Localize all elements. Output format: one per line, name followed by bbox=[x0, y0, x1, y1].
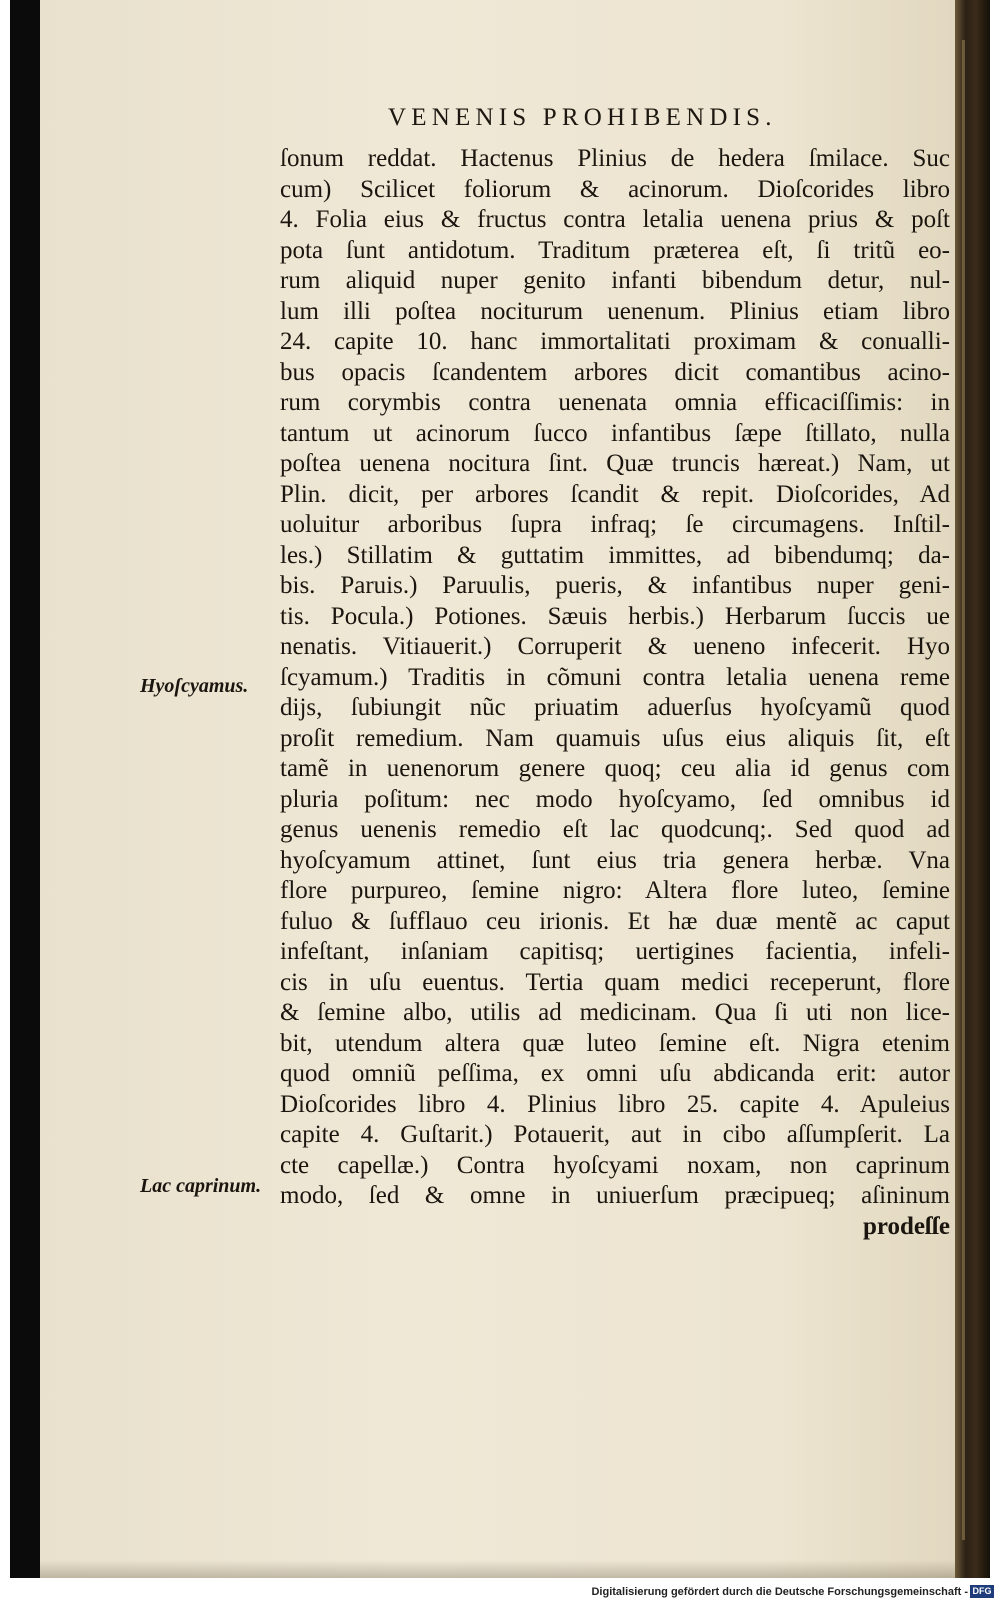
scan-left-border bbox=[10, 0, 40, 1578]
text-line: proſit remedium. Nam quamuis uſus eius aliquis ſit, eſt bbox=[280, 724, 950, 752]
text-line: genus uenenis remedio eſt lac quodcunq;. Sed quod ad bbox=[280, 816, 950, 843]
text-line: tis. Pocula.) Potiones. Sæuis herbis.) Herbarum ſuccis ue bbox=[280, 602, 950, 630]
dfg-logo: DFG bbox=[970, 1585, 994, 1598]
book-spine bbox=[955, 0, 990, 1578]
text-line: pota ſunt antidotum. Traditum præterea eſt, ſi tritũ eo- bbox=[280, 236, 950, 264]
text-line: bus opacis ſcandentem arbores dicit comantibus acino- bbox=[280, 358, 950, 386]
text-line: 24. capite 10. hanc immortalitati proximam & conualli- bbox=[280, 328, 950, 355]
text-line: rum corymbis contra uenenata omnia efficaciſſimis: in bbox=[280, 389, 950, 416]
text-line: dijs, ſubiungit nũc priuatim aduerſus hyoſcyamũ quod bbox=[280, 694, 950, 721]
running-head: VENENIS PROHIBENDIS. bbox=[388, 104, 777, 131]
text-line: pluria poſitum: nec modo hyoſcyamo, ſed omnibus id bbox=[280, 785, 950, 813]
text-line: lum illi poſtea nociturum uenenum. Plinius etiam libro bbox=[280, 297, 950, 325]
text-line: fuluo & ſufflauo ceu irionis. Et hæ duæ mentẽ ac caput bbox=[280, 907, 950, 935]
text-line: uoluitur arboribus ſupra infraq; ſe circumagens. Inſtil- bbox=[280, 511, 950, 538]
text-line: nenatis. Vitiauerit.) Corruperit & ueneno infecerit. Hyo bbox=[280, 633, 950, 660]
text-line: tamẽ in uenenorum genere quoq; ceu alia id genus com bbox=[280, 755, 950, 782]
catchword: prodeſſe bbox=[862, 1212, 950, 1240]
text-line: Dioſcorides libro 4. Plinius libro 25. capite 4. Apuleius bbox=[280, 1090, 950, 1118]
text-line: cte capellæ.) Contra hyoſcyami noxam, non caprinum bbox=[280, 1151, 950, 1179]
scan-right-margin bbox=[990, 0, 1000, 1578]
marginal-note-hyoscyamus: Hyoſcyamus. bbox=[140, 675, 249, 697]
text-line: bis. Paruis.) Paruulis, pueris, & infantibus nuper geni- bbox=[280, 572, 950, 599]
text-line: cum) Scilicet foliorum & acinorum. Dioſcorides libro bbox=[280, 175, 950, 203]
text-line: cis in uſu euentus. Tertia quam medici receperunt, flore bbox=[280, 968, 950, 996]
text-line: Plin. dicit, per arbores ſcandit & repit. Dioſcorides, Ad bbox=[280, 480, 950, 508]
text-line: modo, ſed & omne in uniuerſum præcipueq; aſininum bbox=[280, 1182, 950, 1209]
body-text bbox=[280, 144, 950, 1242]
text-line: ſonum reddat. Hactenus Plinius de hedera ſmilace. Suc bbox=[280, 145, 950, 172]
footer-credit: Digitalisierung gefördert durch die Deutsche Forschungsgemeinschaft - bbox=[591, 1586, 968, 1598]
text-line: hyoſcyamum attinet, ſunt eius tria genera herbæ. Vna bbox=[280, 846, 950, 874]
marginal-note-lac-caprinum: Lac caprinum. bbox=[140, 1175, 262, 1197]
page-bottom-shadow bbox=[40, 1560, 955, 1578]
text-line: & ſemine albo, utilis ad medicinam. Qua ſi uti non lice- bbox=[280, 999, 950, 1026]
spine-highlight bbox=[962, 40, 965, 1540]
text-line: infeſtant, inſaniam capitisq; uertigines facientia, infeli- bbox=[280, 938, 950, 965]
text-line: rum aliquid nuper genito infanti bibendum detur, nul- bbox=[280, 267, 950, 294]
text-line: poſtea uenena nocitura ſint. Quæ truncis hæreat.) Nam, ut bbox=[280, 450, 950, 477]
text-line: bit, utendum altera quæ luteo ſemine eſt. Nigra etenim bbox=[280, 1029, 950, 1057]
text-line: quod omniũ peſſima, ex omni uſu abdicanda erit: autor bbox=[280, 1060, 950, 1087]
text-line: tantum ut acinorum ſucco infantibus ſæpe ſtillato, nulla bbox=[280, 419, 950, 447]
text-line: flore purpureo, ſemine nigro: Altera flore luteo, ſemine bbox=[280, 877, 950, 904]
text-line: les.) Stillatim & guttatim immittes, ad bibendumq; da- bbox=[280, 541, 950, 569]
text-line: 4. Folia eius & fructus contra letalia uenena prius & poſt bbox=[280, 206, 950, 233]
text-line: capite 4. Guſtarit.) Potauerit, aut in cibo aſſumpſerit. La bbox=[280, 1121, 950, 1148]
text-line: ſcyamum.) Traditis in cõmuni contra letalia uenena reme bbox=[280, 663, 950, 691]
